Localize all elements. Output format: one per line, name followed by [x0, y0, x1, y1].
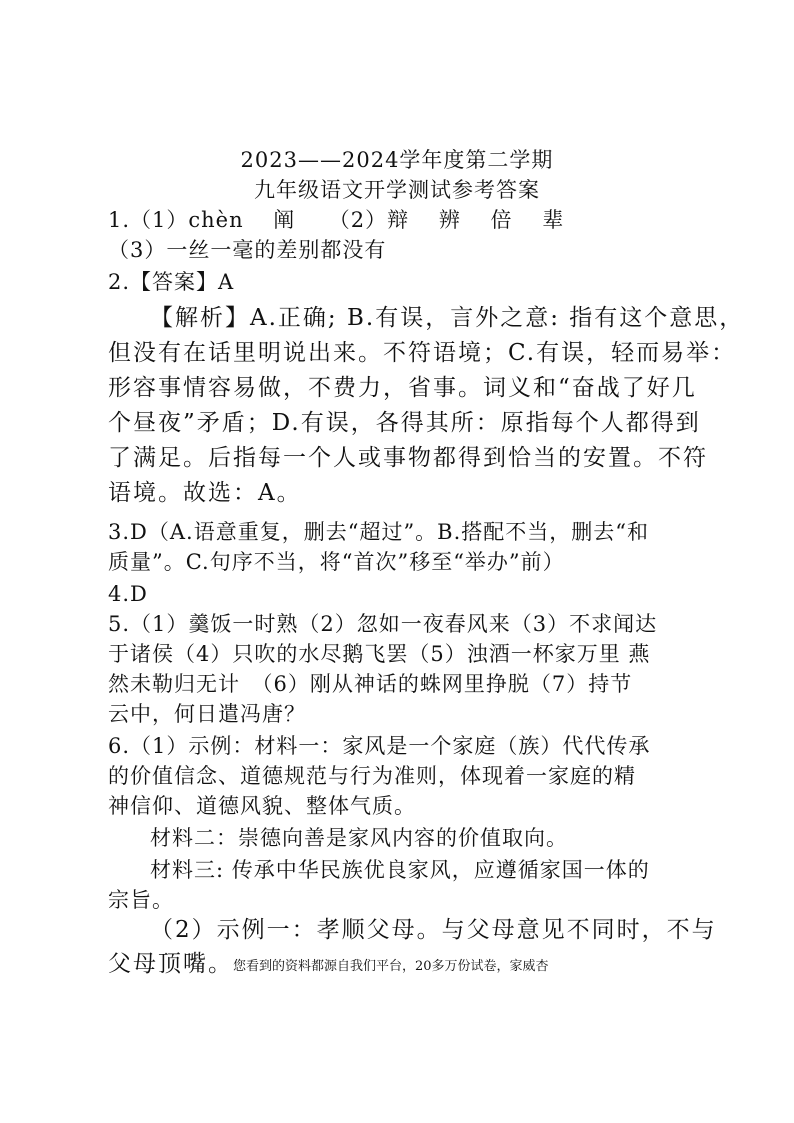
watermark-note: 您看到的资料都源自我们平台，20多万份试卷，家威杏 — [233, 959, 549, 974]
answer-line-24-main: 父母顶嘴。 — [108, 951, 233, 977]
answer-line-24 — [108, 950, 549, 981]
answer-line-1: 1.（1）chèn 阐 （2）辩 辨 倍 辈 — [108, 208, 565, 232]
answer-line-12: 4.D — [108, 582, 148, 606]
answer-line-16: 云中，何日遣冯唐？ — [108, 702, 306, 726]
answer-line-14: 于诸侯（4）只吹的水尽鹅飞罢（5）浊酒一杯家万里 燕 — [108, 642, 651, 666]
answer-line-19: 神信仰、道德风貌、整体气质。 — [108, 794, 416, 818]
answer-line-21: 材料三: 传承中华民族优良家风，应遵循家国一体的 — [150, 858, 650, 882]
answer-line-23: （2）示例一：孝顺父母。与父母意见不同时，不与 — [150, 917, 717, 943]
answer-line-8: 了满足。后指每一个人或事物都得到恰当的安置。不符 — [108, 445, 708, 471]
answer-line-15: 然未勒归无计 （6）刚从神话的蛛网里挣脱（7）持节 — [108, 672, 633, 696]
answer-line-18: 的价值信念、道德规范与行为准则，体现着一家庭的精 — [108, 764, 636, 788]
answer-line-9: 语境。故选：A。 — [108, 480, 302, 506]
document-subtitle: 九年级语文开学测试参考答案 — [254, 178, 540, 202]
answer-line-17: 6.（1）示例：材料一：家风是一个家庭（族）代代传承 — [108, 734, 651, 758]
answer-line-11: 质量”。C.句序不当，将“首次”移至“举办”前） — [108, 550, 565, 574]
answer-line-7: 个昼夜”矛盾；D.有误，各得其所：原指每个人都得到 — [108, 410, 701, 436]
document-title: 2023——2024学年度第二学期 — [240, 148, 554, 172]
answer-line-5: 但没有在话里明说出来。不符语境；C.有误，轻而易举： — [108, 340, 737, 366]
answer-line-6: 形容事情容易做，不费力，省事。词义和“奋战了好几 — [108, 375, 697, 401]
answer-line-22: 宗旨。 — [108, 888, 174, 912]
answer-line-20: 材料二：崇德向善是家风内容的价值取向。 — [150, 826, 568, 850]
answer-line-13: 5.（1）羹饭一时熟（2）忽如一夜春风来（3）不求闻达 — [108, 612, 658, 636]
answer-line-4: 【解析】A.正确; B.有误，言外之意: 指有这个意思， — [150, 305, 745, 331]
answer-line-10: 3.D（A.语意重复，删去“超过”。B.搭配不当，删去“和 — [108, 520, 650, 544]
answer-line-2: （3）一丝一毫的差别都没有 — [108, 238, 387, 262]
answer-line-3: 2.【答案】A — [108, 270, 235, 294]
